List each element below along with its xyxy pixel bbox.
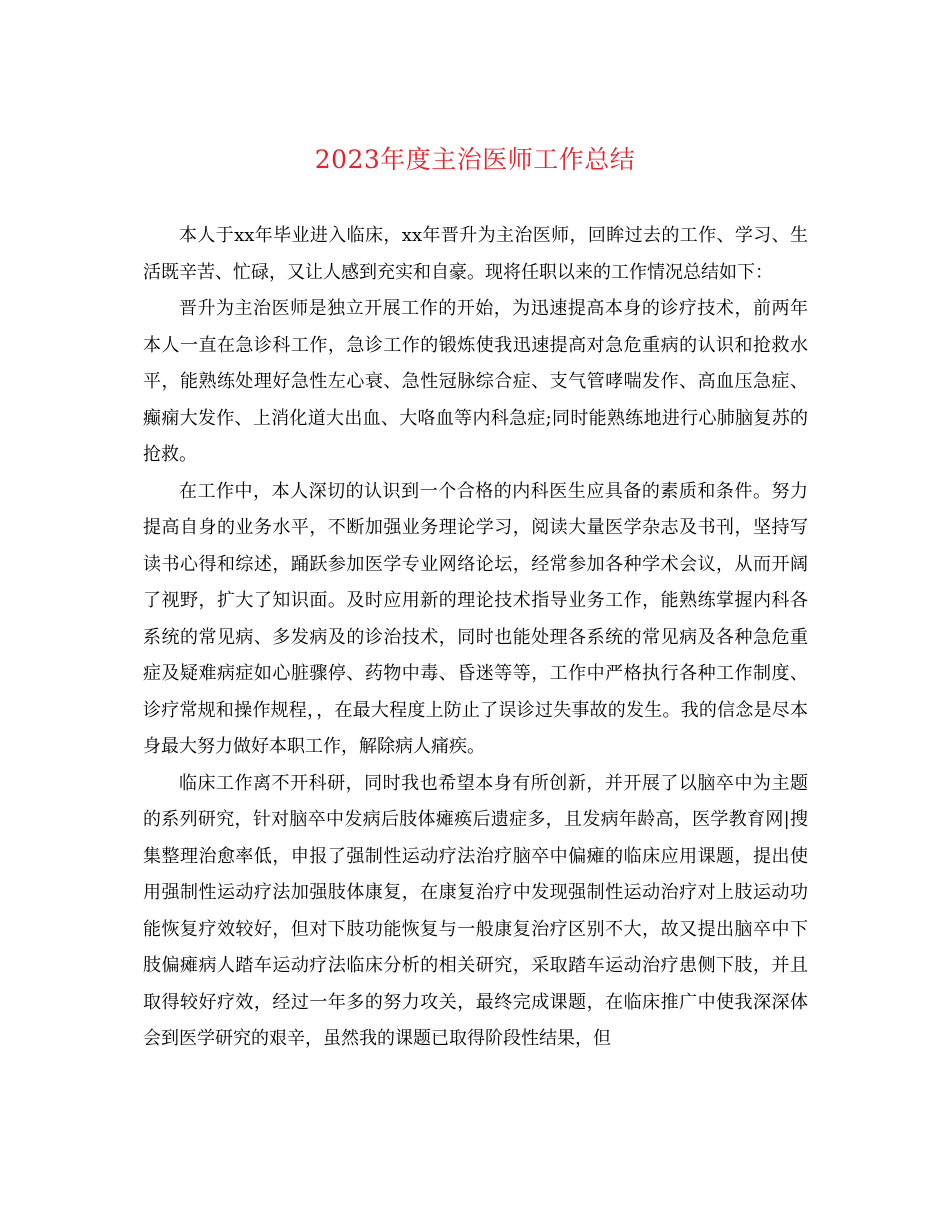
paragraph-1: 本人于xx年毕业进入临床，xx年晋升为主治医师，回眸过去的工作、学习、生活既辛苦、忙碌，又让人感到充实和自豪。现将任职以来的工作情况总结如下： xyxy=(143,225,808,283)
paragraph-3: 在工作中，本人深切的认识到一个合格的内科医生应具备的素质和条件。努力提高自身的业务水平，不断加强业务理论学习，阅读大量医学杂志及书刊，坚持写读书心得和综述，踊跃参加医学专业网络论坛，经常参加各种学术会议，从而开阔了视野，扩大了知识面。及时应用新的理论技术指导业务工作，能熟练掌握内科各系统的常见病、多发病及的诊治技术，同时也能处理各系统的常见病及各种急危重症及疑难病症如心脏骤停、药物中毒、昏迷等等，工作中严格执行各种工作制度、诊疗常规和操作规程，，在最大程度上防止了误诊过失事故的发生。我的信念是尽本身最大努力做好本职工作，解除病人痛疾。 xyxy=(143,480,808,757)
document-body xyxy=(143,218,808,1058)
paragraph-4: 临床工作离不开科研，同时我也希望本身有所创新，并开展了以脑卒中为主题的系列研究，针对脑卒中发病后肢体瘫痪后遗症多，且发病年龄高，医学教育网|搜集整理治愈率低，申报了强制性运动疗法治疗脑卒中偏瘫的临床应用课题，提出使用强制性运动疗法加强肢体康复，在康复治疗中发现强制性运动治疗对上肢运动功能恢复疗效较好，但对下肢功能恢复与一般康复治疗区别不大，故又提出脑卒中下肢偏瘫病人踏车运动疗法临床分析的相关研究，采取踏车运动治疗患侧下肢，并且取得较好疗效，经过一年多的努力攻关，最终完成课题，在临床推广中使我深深体会到医学研究的艰辛，虽然我的课题已取得阶段性结果，但 xyxy=(143,772,808,1049)
document-title: 2023年度主治医师工作总结 xyxy=(314,145,636,174)
paragraph-2: 晋升为主治医师是独立开展工作的开始，为迅速提高本身的诊疗技术，前两年本人一直在急诊科工作，急诊工作的锻炼使我迅速提高对急危重病的认识和抢救水平，能熟练处理好急性左心衰、急性冠脉综合症、支气管哮喘发作、高血压急症、癫痫大发作、上消化道大出血、大咯血等内科急症;同时能熟练地进行心肺脑复苏的抢救。 xyxy=(143,298,808,465)
